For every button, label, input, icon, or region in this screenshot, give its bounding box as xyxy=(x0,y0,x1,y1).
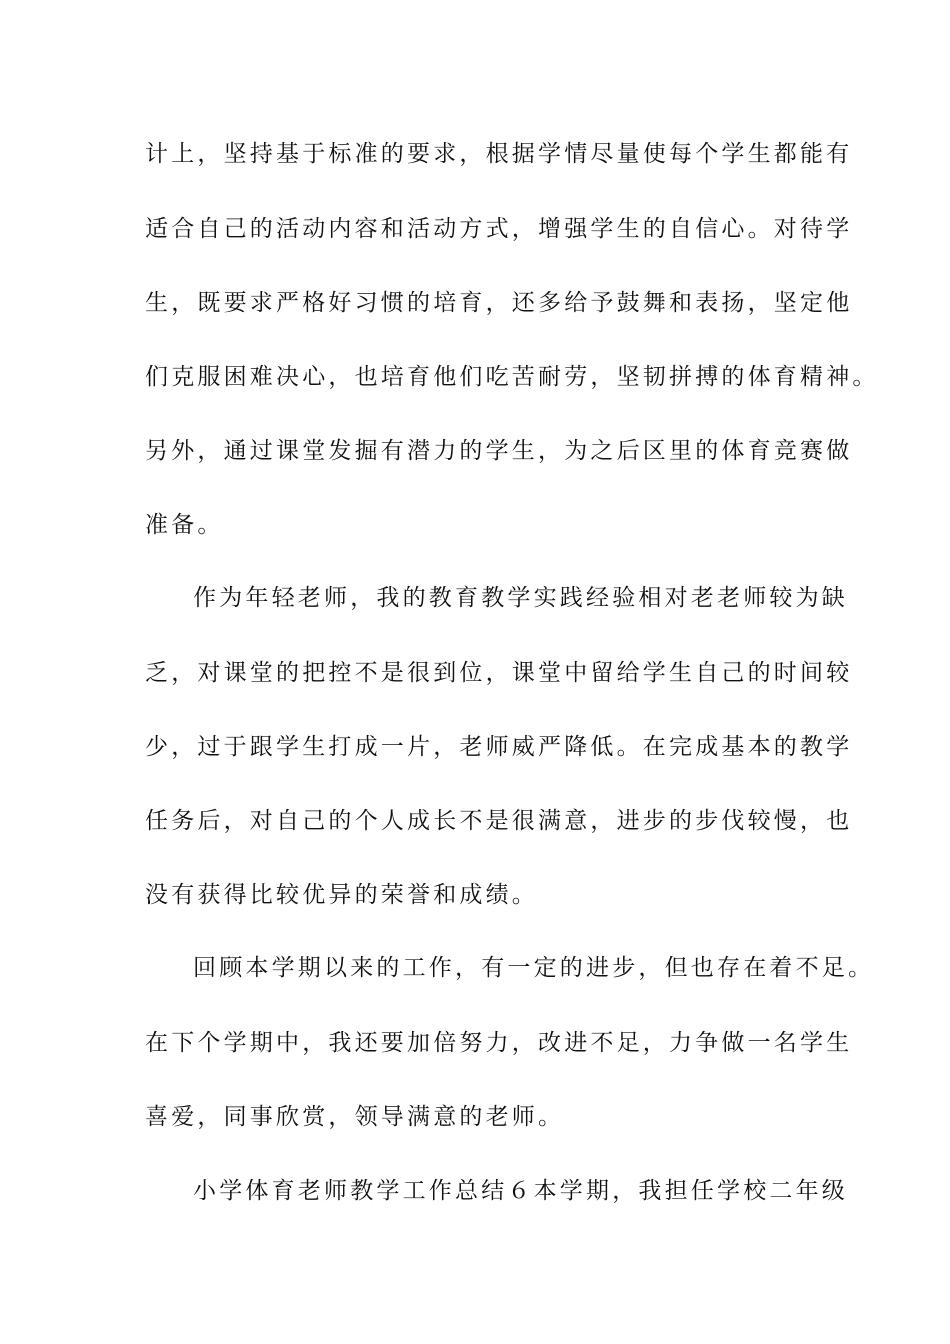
paragraph-first-line: 小学体育老师教学工作总结６本学期，我担任学校二年级 xyxy=(193,1178,848,1204)
text-line: 没有获得比较优异的荣誉和成绩。 xyxy=(145,882,538,908)
text-line: 计上，坚持基于标准的要求，根据学情尽量使每个学生都能有 xyxy=(145,141,853,167)
text-line: 另外，通过课堂发掘有潜力的学生，为之后区里的体育竞赛做 xyxy=(145,438,853,464)
text-line: 适合自己的活动内容和活动方式，增强学生的自信心。对待学 xyxy=(145,216,853,242)
text-line: 们克服困难决心，也培育他们吃苦耐劳，坚韧拼搏的体育精神。 xyxy=(145,364,879,390)
text-line: 少，过于跟学生打成一片，老师威严降低。在完成基本的教学 xyxy=(145,734,853,760)
text-line: 生，既要求严格好习惯的培育，还多给予鼓舞和表扬，坚定他 xyxy=(145,290,853,316)
paragraph-first-line: 作为年轻老师，我的教育教学实践经验相对老老师较为缺 xyxy=(193,585,848,611)
text-line: 在下个学期中，我还要加倍努力，改进不足，力争做一名学生 xyxy=(145,1030,853,1056)
text-line: 任务后，对自己的个人成长不是很满意，进步的步伐较慢，也 xyxy=(145,808,853,834)
paragraph-first-line: 回顾本学期以来的工作，有一定的进步，但也存在着不足。 xyxy=(193,955,875,981)
text-line: 喜爱，同事欣赏，领导满意的老师。 xyxy=(145,1104,565,1130)
text-line: 准备。 xyxy=(145,512,224,538)
text-line: 乏，对课堂的把控不是很到位，课堂中留给学生自己的时间较 xyxy=(145,660,853,686)
